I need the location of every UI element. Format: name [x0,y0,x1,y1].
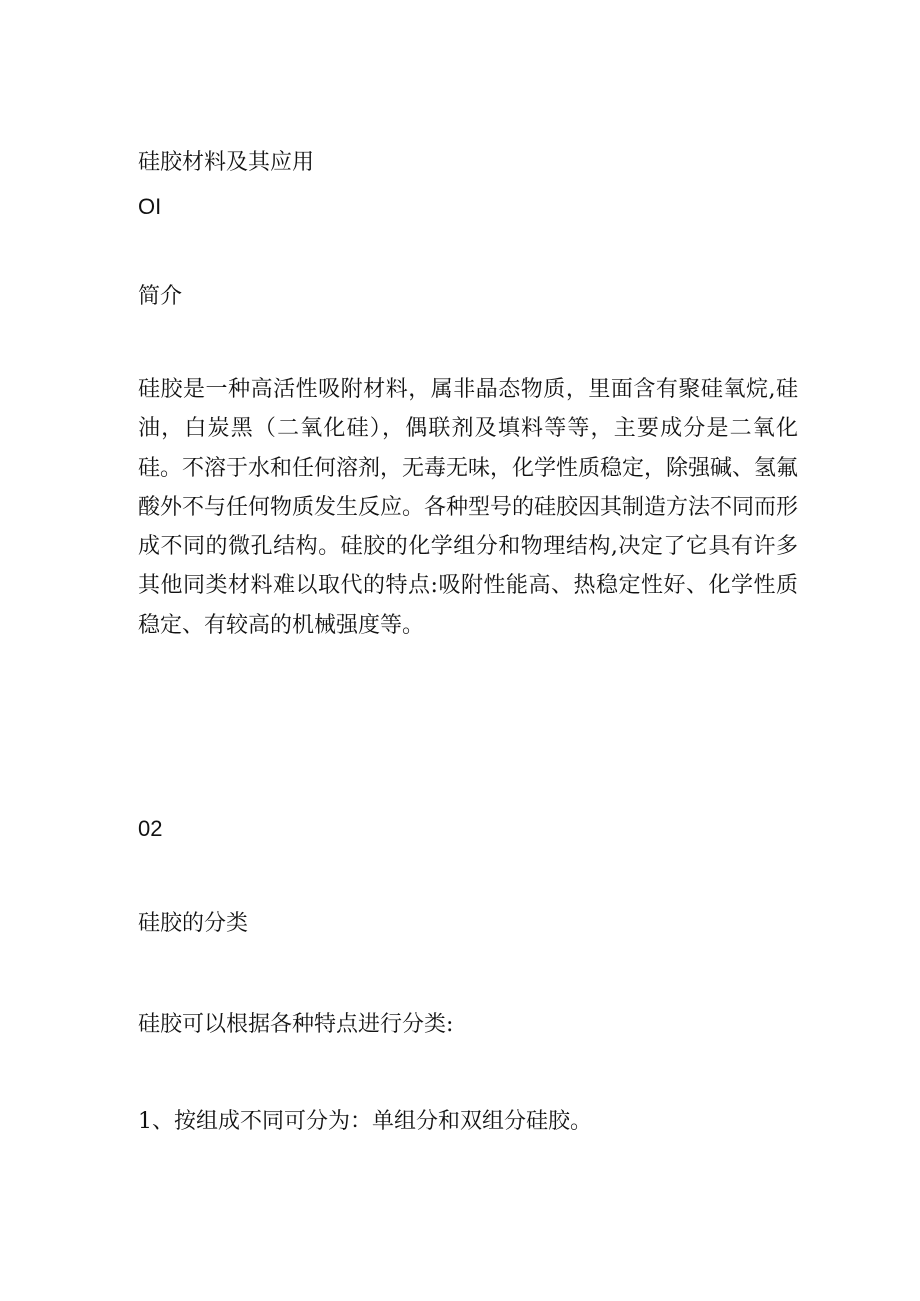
section-number-2: 02 [138,816,163,841]
intro-paragraph: 硅胶是一种高活性吸附材料，属非晶态物质，里面含有聚硅氧烷,硅油，白炭黑（二氧化硅），偶联剂及填料等等，主要成分是二氧化硅。不溶于水和任何溶剂，无毒无味，化学性质稳定，除强碱、氢氟酸外不与任何物质发生反应。各种型号的硅胶因其制造方法不同而形成不同的微孔结构。硅胶的化学组分和物理结构,决定了它具有许多其他同类材料难以取代的特点:吸附性能高、热稳定性好、化学性质稳定、有较高的机械强度等。 [138,377,799,638]
classification-item-1: 1、按组成不同可分为：单组分和双组分硅胶。 [138,1109,592,1134]
section-number-1: OI [138,194,162,219]
section-heading-classification: 硅胶的分类 [138,911,249,936]
document-title: 硅胶材料及其应用 [138,150,315,175]
classification-intro: 硅胶可以根据各种特点进行分类: [138,1012,454,1037]
section-heading-intro: 简介 [138,284,183,309]
